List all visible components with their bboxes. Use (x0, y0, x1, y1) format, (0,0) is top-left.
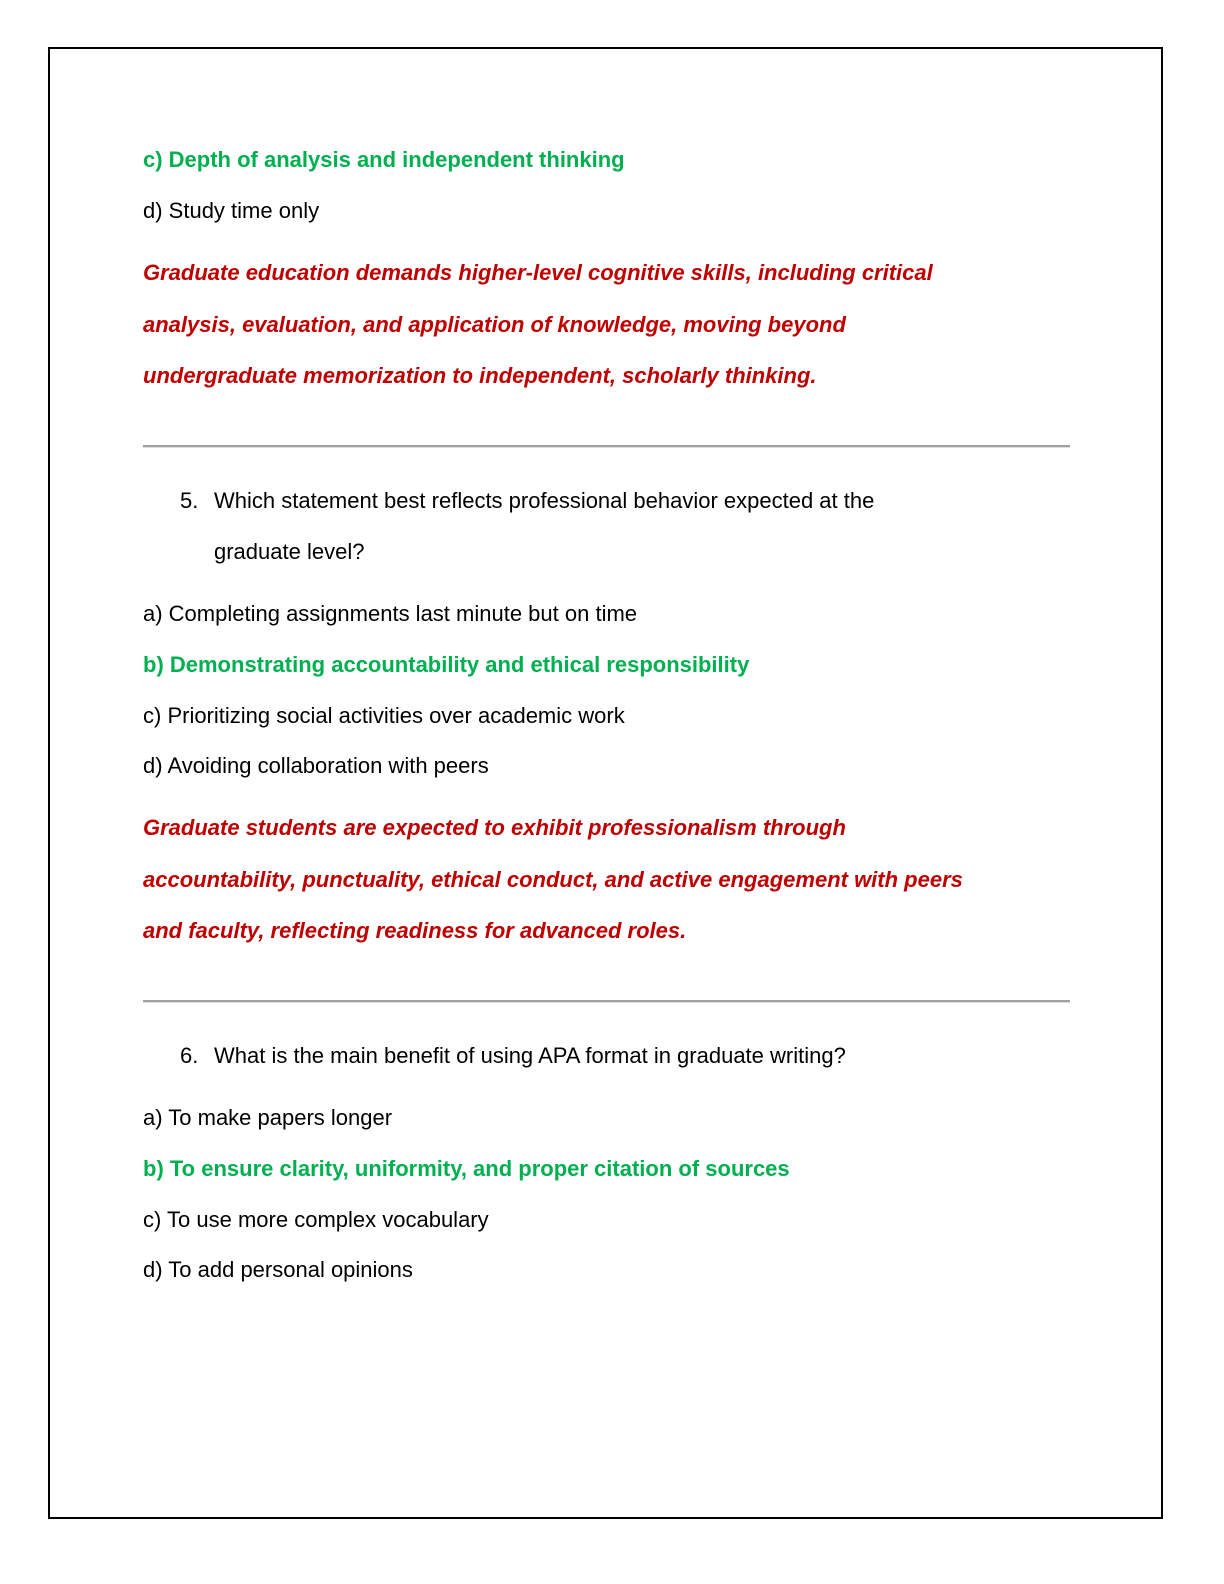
q6-option-a: a) To make papers longer (143, 1105, 393, 1130)
q6-option-b-correct: b) To ensure clarity, uniformity, and proper citation of sources (143, 1156, 790, 1181)
q5-option-d: d) Avoiding collaboration with peers (143, 753, 489, 778)
q5-explanation-line-2: accountability, punctuality, ethical conduct, and active engagement with peers (143, 867, 963, 892)
q6-number: 6. (180, 1043, 199, 1068)
q6-question (180, 1041, 846, 1071)
q5-option-a: a) Completing assignments last minute but on time (143, 601, 638, 626)
q5-question-line-1: Which statement best reflects professional behavior expected at the (214, 488, 875, 513)
q5-option-c: c) Prioritizing social activities over academic work (143, 703, 625, 728)
q6-option-d: d) To add personal opinions (143, 1257, 413, 1282)
q6-question-text: What is the main benefit of using APA format in graduate writing? (214, 1043, 846, 1068)
divider (143, 1000, 1070, 1003)
q4-explanation-line-2: analysis, evaluation, and application of knowledge, moving beyond (143, 312, 846, 337)
q5-question-line-2: graduate level? (214, 539, 365, 564)
q4-option-d: d) Study time only (143, 198, 320, 223)
q4-option-c-correct: c) Depth of analysis and independent thinking (143, 147, 625, 172)
q5-explanation-line-3: and faculty, reflecting readiness for advanced roles. (143, 918, 687, 943)
q6-option-c: c) To use more complex vocabulary (143, 1207, 489, 1232)
q5-explanation-line-1: Graduate students are expected to exhibit professionalism through (143, 815, 846, 840)
q4-explanation-line-1: Graduate education demands higher-level cognitive skills, including critical (143, 260, 933, 285)
q4-explanation-line-3: undergraduate memorization to independent, scholarly thinking. (143, 363, 817, 388)
q5-number: 5. (180, 488, 199, 513)
q5-question (180, 486, 874, 516)
q5-option-b-correct: b) Demonstrating accountability and ethical responsibility (143, 652, 750, 677)
divider (143, 445, 1070, 448)
